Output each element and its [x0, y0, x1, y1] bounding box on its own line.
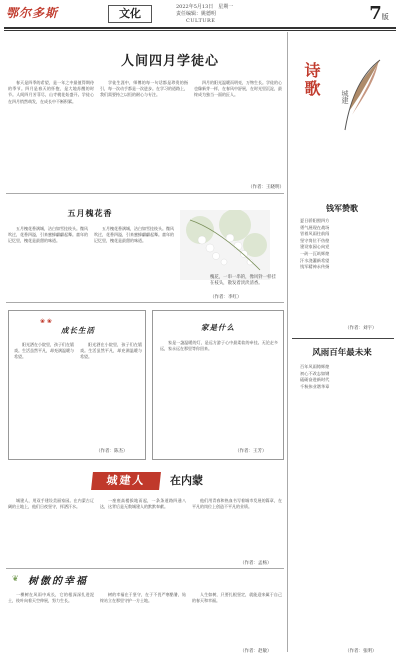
- poem2-line: 初心不改志如钢: [300, 370, 330, 376]
- deco-flowers: ❀ ❀: [40, 318, 52, 325]
- main-article-title: 人间四月学徒心: [120, 54, 219, 69]
- city-banner: 城建人: [91, 472, 161, 490]
- life-box-col2: [80, 342, 142, 442]
- divider-mid: [6, 302, 284, 303]
- city-text-col1: [8, 498, 94, 560]
- poem1-line: 夏日骄阳照四方: [300, 218, 330, 223]
- city-text-col3: [192, 498, 282, 560]
- poem1-byline: （作者：刘宇）: [345, 326, 377, 331]
- poem2-line: 千秋伟业谱华章: [300, 383, 330, 389]
- city-col2-text: 一座座高楼拔地而起，一条条道路四通八达，这背后是无数城建人的默默奉献。: [100, 498, 186, 510]
- five-month-byline: （作者：李红）: [210, 295, 242, 300]
- poem1-line: 一砖一瓦筑辉煌: [300, 250, 330, 256]
- main-col1-text: 春天是四季的希望，是一年之中最值得期待的季节。四月是春天的怀抱，是大地苏醒的时节。人间四月芳菲尽，山寺桃花始盛开。学徒心在四月悄然萌发，在成长中不断积累。: [8, 80, 94, 104]
- tree-col3-text: 人生如树，只要扎根坚定，就能迎来属于自己的春天和幸福。: [192, 592, 282, 604]
- poem1-line: 坚守岗位不彷徨: [300, 237, 330, 243]
- poem1-line: 冒着风雨往前闯: [300, 231, 330, 237]
- city-byline: （作者：孟杨）: [240, 561, 272, 566]
- main-col3-text: 四月的阳光温暖而明亮，万物生长。学徒的心也像新芽一样，在春风中舒展，在时光里沉淀，最终成为独当一面的匠人。: [194, 80, 282, 98]
- column-divider: [287, 32, 288, 652]
- life-box-text: 阳光洒在小院里，孩子们在嬉戏。生活虽然平凡，却充满温暖与希望。: [14, 342, 74, 360]
- divider-main: [6, 193, 284, 194]
- page-number-suffix: 版: [381, 13, 389, 21]
- main-article-byline: （作者：王晓明）: [248, 185, 284, 190]
- life-box-text-2: 阳光洒在小院里，孩子们在嬉戏。生活虽然平凡，却充满温暖与希望。: [80, 342, 142, 360]
- tree-byline: （作者：赵敏）: [240, 649, 272, 654]
- header-editor: 责任编辑：姚德明: [176, 10, 217, 17]
- header-date: [176, 4, 233, 17]
- poem2-line: 砥砺奋进新时代: [300, 377, 330, 383]
- header-rule: [4, 27, 396, 29]
- life-box-title: 成长生活: [61, 326, 95, 335]
- header-rule-thin: [4, 30, 396, 31]
- page-number-value: 7: [369, 3, 382, 24]
- poem2-line: 百年风雨铸辉煌: [300, 364, 330, 369]
- life-box-col1: [14, 342, 74, 442]
- tree-col1-text: 一棵树在风雨中成长，它的根深深扎进泥土，枝叶向着天空伸展，努力生长。: [8, 592, 94, 604]
- leaf-icon: ❦: [12, 574, 19, 583]
- main-article-col2: [100, 80, 188, 188]
- poem2-byline: （作者：张明）: [345, 649, 377, 654]
- poem1-title: 钱军赞歌: [326, 203, 358, 213]
- tree-col2-text: 树的幸福在于坚守，在于不畏严寒酷暑，始终站立在那里守护一方土地。: [100, 592, 186, 604]
- life-box-byline: （作者：陈杰）: [96, 449, 128, 454]
- home-box-byline: （作者：王芳）: [235, 449, 267, 454]
- section-label: 文化: [108, 5, 152, 23]
- header-pinyin: CULTURE: [186, 18, 216, 24]
- poem2-title: 风雨百年最未来: [312, 348, 372, 358]
- tree-article-title: 树傲的幸福: [28, 576, 88, 587]
- poem1-line: 建设家园心向党: [300, 244, 330, 250]
- feather-icon: [330, 55, 390, 135]
- poem1-line: 勇气展现在战场: [300, 224, 330, 230]
- city-col3-text: 他们用青春和热血书写着城市发展的篇章，在平凡的岗位上创造不平凡的业绩。: [192, 498, 282, 510]
- five-month-title: 五月槐花香: [67, 208, 113, 218]
- home-box-title: 家是什么: [201, 323, 235, 332]
- poem-section-subtitle: 城建: [341, 90, 349, 104]
- poem2-text: [300, 364, 390, 390]
- poem1-line: 汗水浇灌新希望: [300, 257, 330, 263]
- city-col1-text: 城建人，用双手建设美丽家园。在内蒙古辽阔的土地上，他们日夜坚守，挥洒汗水。: [8, 498, 94, 510]
- flower-photo: [180, 210, 270, 280]
- five-month-col1: [8, 226, 88, 286]
- city-banner-suffix: 在内蒙: [170, 474, 203, 487]
- tree-text-col1: [8, 592, 94, 652]
- poem-section-title: 诗歌: [302, 62, 321, 98]
- five-month-text: 五月槐花香满城，洁白如雪挂枝头。微风吹过，花香四溢，引来蜜蜂翩翩起舞。童年的记忆里，槐花是最甜的味道。: [8, 226, 88, 244]
- masthead-logo: 鄂尔多斯: [6, 6, 59, 20]
- page-number: [365, 3, 393, 25]
- five-month-col2: [94, 226, 174, 286]
- tree-text-col3: [192, 592, 282, 646]
- poem1-text: [300, 218, 390, 271]
- photo-caption: 槐花，一串一串的，像风铃一样挂在枝头，散发着淡淡清香。: [210, 275, 276, 286]
- main-col2-text: 学徒生涯中，师傅的每一句话都是珍贵的指引，每一次动手都是一次进步。在学习的道路上，我们需要持之以恒的耐心与专注。: [100, 80, 188, 98]
- header-date-text: 2022年5月13日 星期一: [176, 4, 234, 10]
- home-box-paragraph: 家是一盏温暖的灯，是远方游子心中最柔软的牵挂。无论走多远，家永远在那里等你回来。: [160, 340, 278, 352]
- divider-bottom: [6, 568, 284, 569]
- city-text-col2: [100, 498, 186, 560]
- main-article-col3: [194, 80, 282, 180]
- five-month-text-2: 五月槐花香满城，洁白如雪挂枝头。微风吹过，花香四溢，引来蜜蜂翩翩起舞。童年的记忆里，槐花是最甜的味道。: [94, 226, 174, 244]
- main-article-col1: [8, 80, 94, 188]
- poem1-line: 钱军精神永传扬: [300, 264, 330, 270]
- tree-text-col2: [100, 592, 186, 652]
- home-box-text: [160, 340, 278, 440]
- poem-divider: [292, 338, 394, 339]
